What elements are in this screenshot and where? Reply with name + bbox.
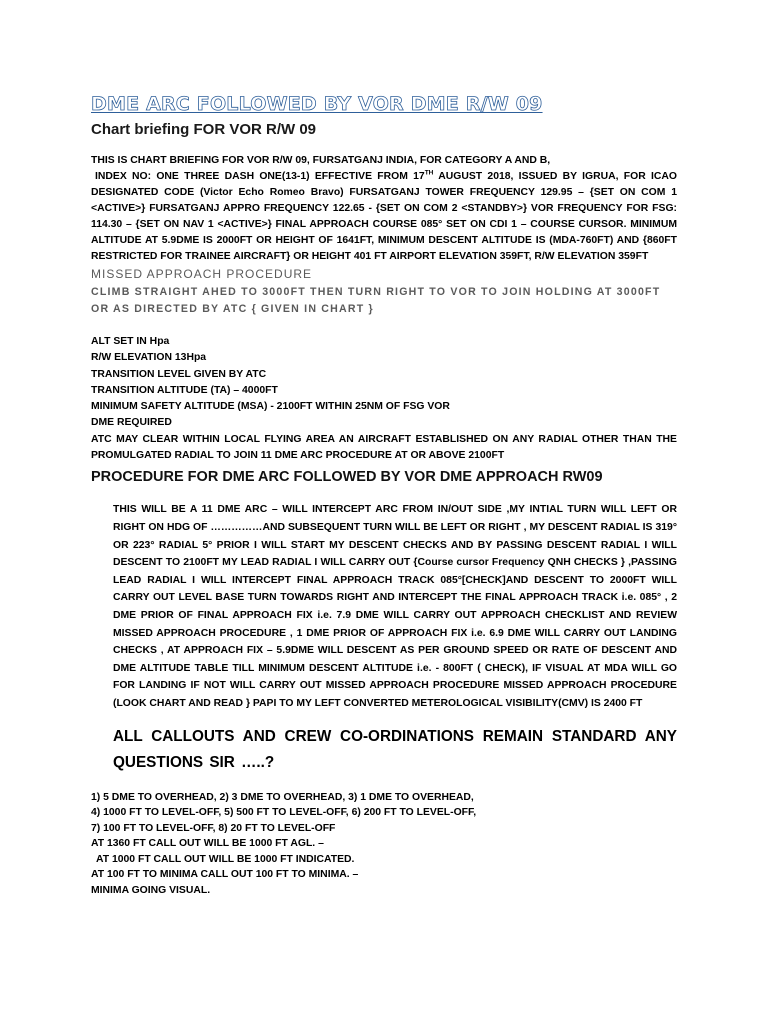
settings-item: DME REQUIRED (91, 417, 172, 429)
intro-body (91, 169, 677, 265)
missed-approach-body: CLIMB STRAIGHT AHED TO 3000FT THEN TURN RIGHT TO VOR TO JOIN HOLDING AT 3000FT OR AS DIRECTED BY ATC { GIVEN IN CHART } (91, 286, 661, 315)
callout-item: 7) 100 FT TO LEVEL-OFF, 8) 20 FT TO LEVEL-OFF (91, 822, 336, 834)
intro-line-1: THIS IS CHART BRIEFING FOR VOR R/W 09, FURSATGANJ INDIA, FOR CATEGORY A AND B, (91, 155, 551, 166)
intro-paragraph (91, 153, 677, 265)
document-title: DME ARC FOLLOWED BY VOR DME R/W 09 (91, 93, 543, 115)
intro-superscript: TH (424, 169, 434, 177)
procedure-body: THIS WILL BE A 11 DME ARC – WILL INTERCEPT ARC FROM IN/OUT SIDE ,MY INTIAL TURN WILL LEFT OR RIGHT ON HDG OF ……………AND SUBSEQUENT TURN WILL BE LEFT OR RIGHT , MY DESCENT RADIAL IS 319° OR 223° RADIAL 5° PRIOR I WILL START MY DESCENT CHECKS AND BY PASSING DESCENT RADIAL I WILL DESCENT TO 2100FT MY LEAD RADIAL I WILL CARRY OUT {Course cursor Frequency QNH CHECKS } ,PASSING LEAD RADIAL I WILL INTERCEPT FINAL APPROACH TRACK 085°[CHECK]AND DESCENT TO 2000FT WILL CARRY OUT LEVEL BASE TURN TOWARDS RIGHT AND INTERCEPT THE FINAL APPROACH TRACK i.e. 085° , 2 DME PRIOR OF FINAL APPROACH FIX i.e. 7.9 DME WILL CARRY OUT APPROACH CHECKLIST AND REVIEW MISSED APPROACH PROCEDURE , 1 DME PRIOR OF APPROACH FIX i.e. 6.9 DME WILL CARRY OUT LANDING CHECKS , AT APPROACH FIX – 5.9DME WILL DESCENT AS PER GROUND SPEED OR RATE OF DESCENT AND DME ALTITUDE TABLE TILL MINIMUM DESCENT ALTITUDE i.e. - 800FT ( CHECK), IF VISUAL AT MDA WILL GO FOR LANDING IF NOT WILL CARRY OUT MISSED APPROACH PROCEDURE MISSED APPROACH PROCEDURE (LOOK CHART AND READ } PAPI TO MY LEFT CONVERTED METEROLOGICAL VISIBILITY(CMV) IS 2400 FT (113, 504, 677, 709)
callouts-list (91, 790, 677, 899)
document-subtitle: Chart briefing FOR VOR R/W 09 (91, 121, 317, 138)
settings-item: R/W ELEVATION 13Hpa (91, 352, 207, 364)
intro-part-a: INDEX NO: ONE THREE DASH ONE(13-1) EFFECTIVE FROM 17 (95, 171, 425, 182)
settings-item: ALT SET IN Hpa (91, 336, 170, 347)
callout-item: AT 1000 FT CALL OUT WILL BE 1000 FT INDICATED. (96, 853, 355, 865)
intro-part-b: AUGUST 2018, ISSUED BY IGRUA, FOR ICAO DESIGNATED CODE (Victor Echo Romeo Bravo) FURSATGANJ TOWER FREQUENCY 129.95 – {SET ON COM 1 <ACTIVE>} FURSATGANJ APPRO FREQUENCY 122.65 - {SET ON COM 2 <STANDBY>} VOR FREQUENCY FOR FSG: 114.30 – {SET ON NAV 1 <ACTIVE>} FINAL APPROACH COURSE 085° SET ON CDI 1 – COURSE CURSOR. MINIMUM ALTITUDE AT 5.9DME IS 2000FT OR HEIGHT OF 1641FT, MINIMUM DESCENT ALTITUDE IS (MDA-760FT) AND {860FT RESTRICTED FOR TRAINEE AIRCRAFT} OR HEIGHT 401 FT AIRPORT ELEVATION 359FT, R/W ELEVATION 359FT (91, 171, 677, 262)
callout-item: AT 1360 FT CALL OUT WILL BE 1000 FT AGL. – (91, 838, 324, 850)
missed-approach-heading: MISSED APPROACH PROCEDURE (91, 267, 313, 281)
procedure-heading: PROCEDURE FOR DME ARC FOLLOWED BY VOR DME APPROACH RW09 (91, 469, 603, 486)
callout-item: AT 100 FT TO MINIMA CALL OUT 100 FT TO MINIMA. – (91, 869, 359, 881)
document-page (91, 92, 677, 899)
settings-item: ATC MAY CLEAR WITHIN LOCAL FLYING AREA AN AIRCRAFT ESTABLISHED ON ANY RADIAL OTHER THAN THE PROMULGATED RADIAL TO JOIN 11 DME ARC PROCEDURE AT OR ABOVE 2100FT (91, 433, 677, 462)
settings-item: TRANSITION LEVEL GIVEN BY ATC (91, 368, 267, 380)
settings-item: TRANSITION ALTITUDE (TA) – 4000FT (91, 384, 278, 396)
callouts-heading: ALL CALLOUTS AND CREW CO-ORDINATIONS REMAIN STANDARD ANY QUESTIONS SIR …..? (113, 727, 677, 771)
settings-list (91, 334, 677, 464)
callout-item: 4) 1000 FT TO LEVEL-OFF, 5) 500 FT TO LEVEL-OFF, 6) 200 FT TO LEVEL-OFF, (91, 807, 477, 819)
callout-item: MINIMA GOING VISUAL. (91, 885, 211, 897)
callout-item: 1) 5 DME TO OVERHEAD, 2) 3 DME TO OVERHEAD, 3) 1 DME TO OVERHEAD, (91, 791, 474, 803)
settings-item: MINIMUM SAFETY ALTITUDE (MSA) - 2100FT WITHIN 25NM OF FSG VOR (91, 401, 450, 413)
